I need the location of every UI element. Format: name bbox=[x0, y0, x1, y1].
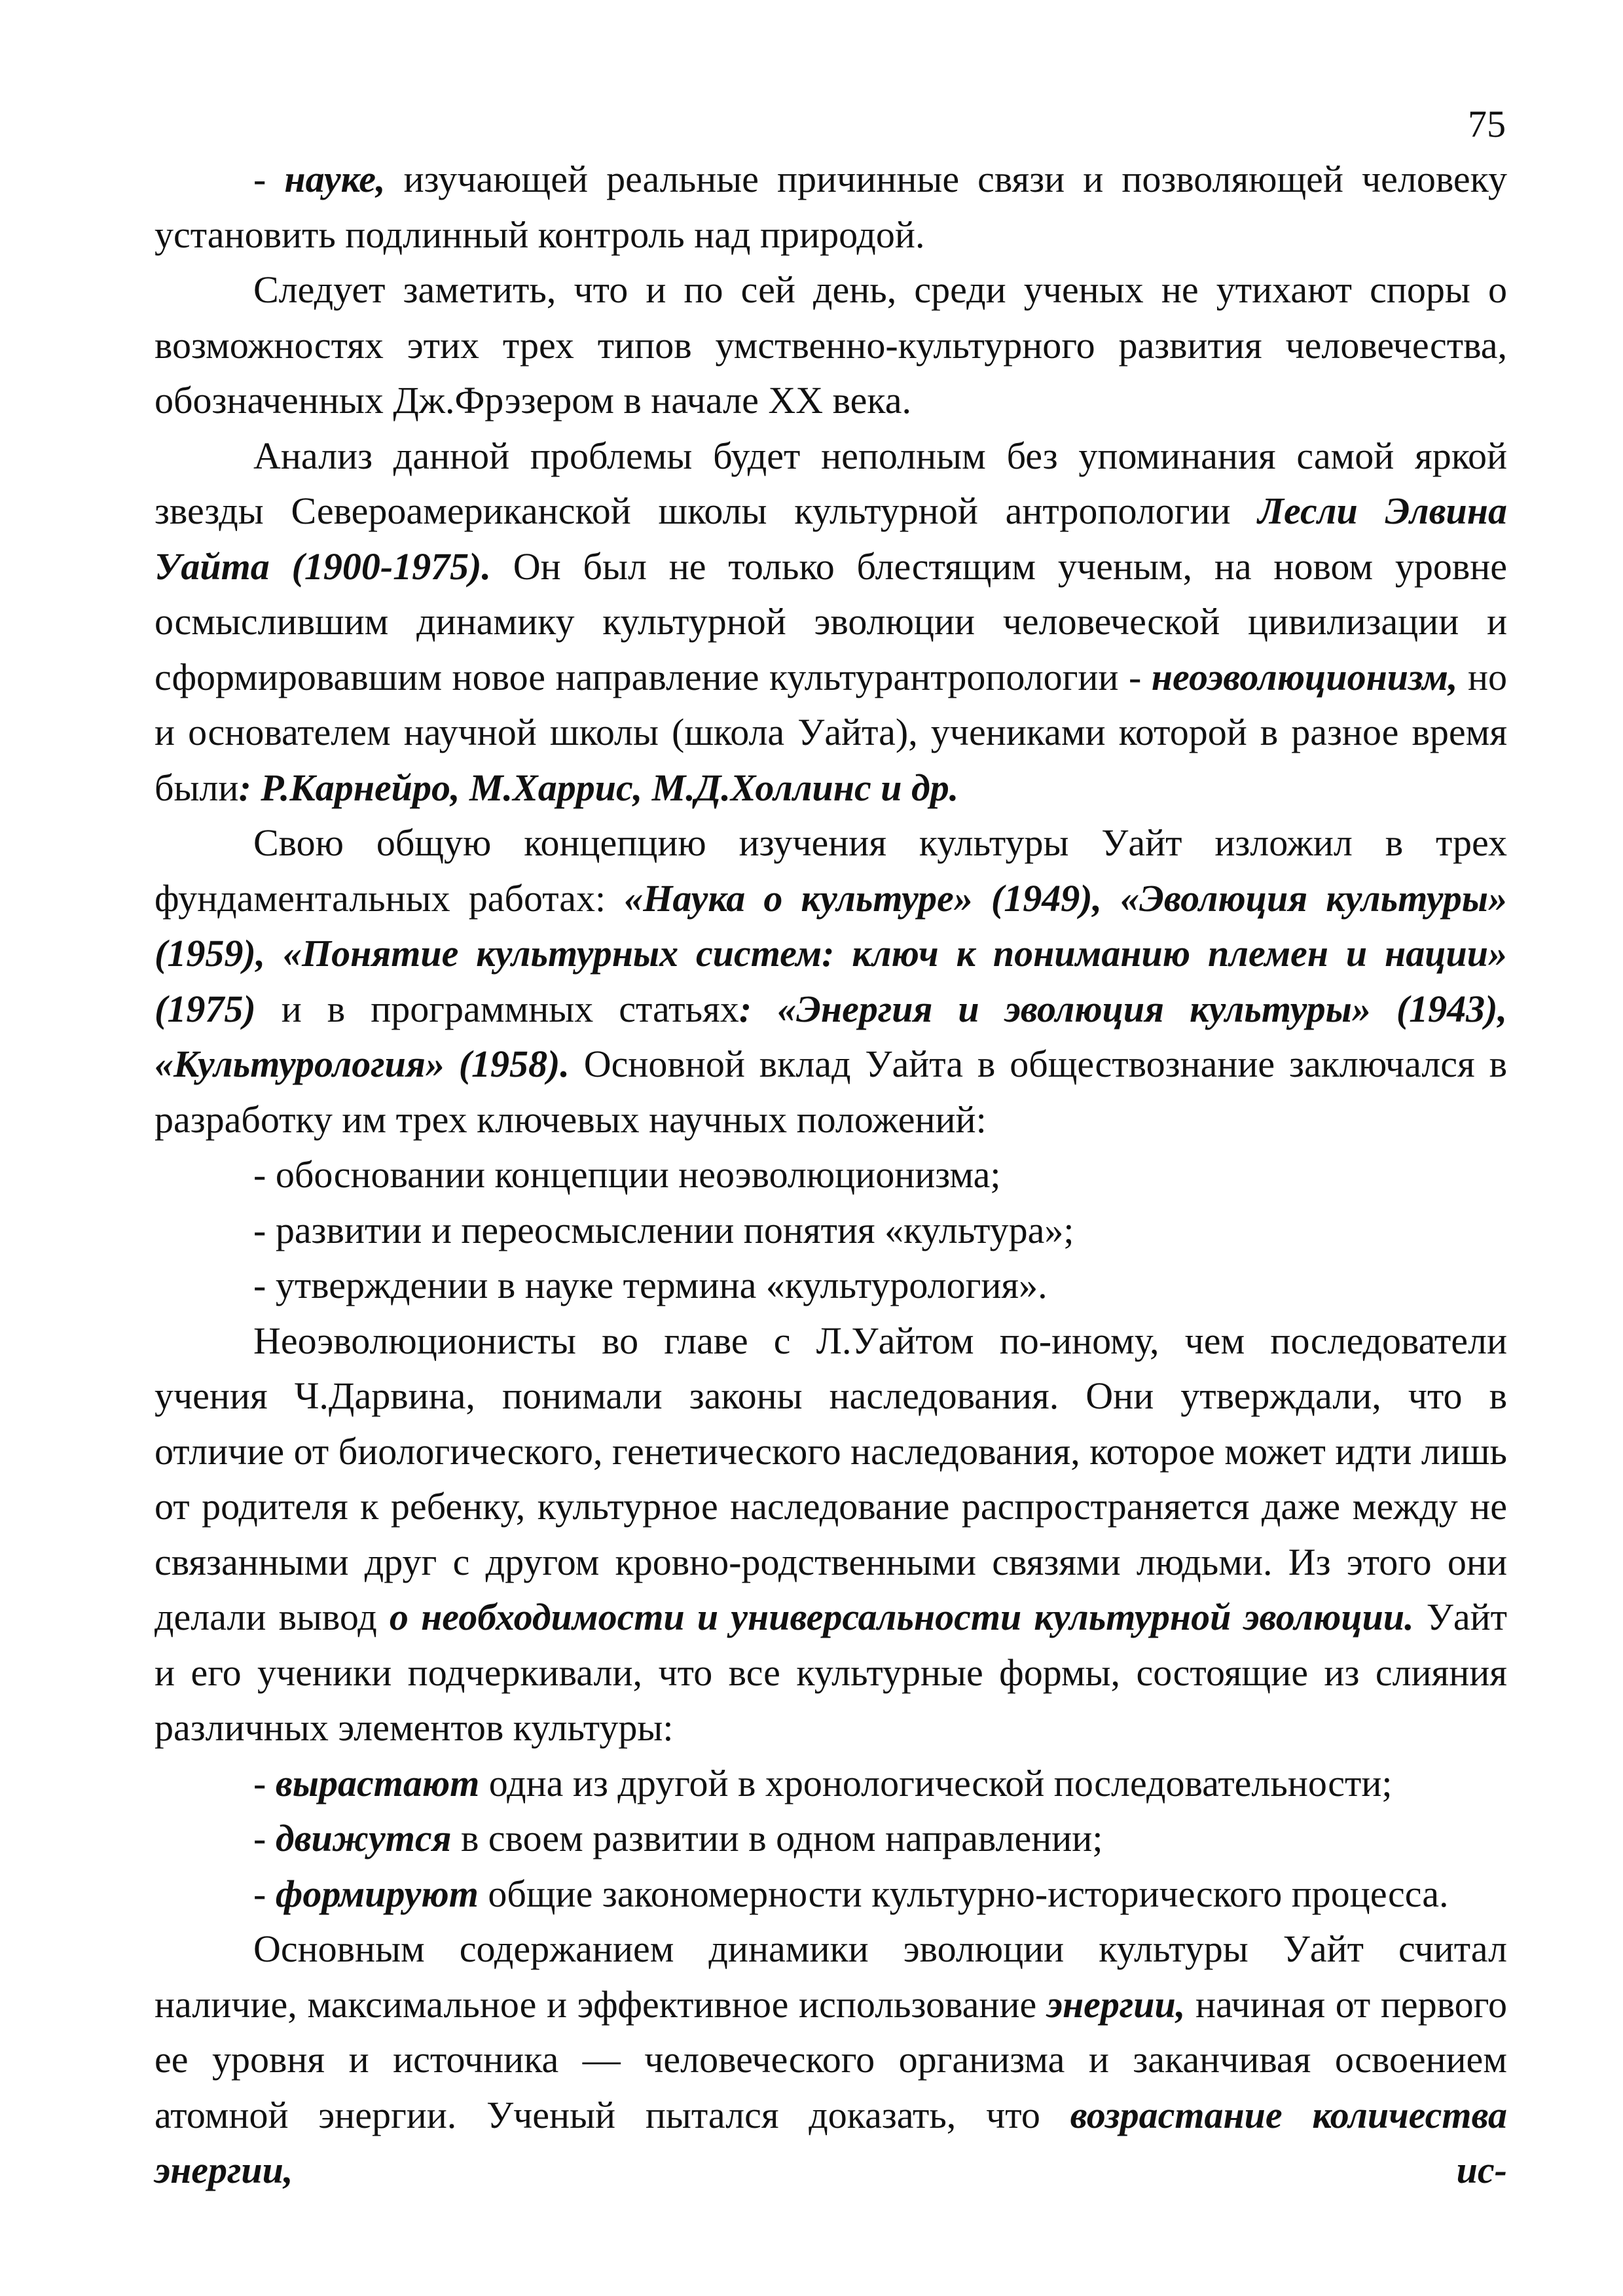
list-item bbox=[155, 1867, 1507, 1922]
emphasized-text: возрастание количества энергии, ис- bbox=[155, 2093, 1507, 2191]
list-item bbox=[155, 1756, 1507, 1812]
paragraph bbox=[155, 816, 1507, 1147]
text-run: - развитии и переосмыслении понятия «культура»; bbox=[253, 1208, 1074, 1251]
list-item bbox=[155, 1811, 1507, 1867]
emphasized-text: о необходимости и универсальности культурной эволюции. bbox=[389, 1596, 1414, 1638]
text-run: Уайт и его ученики подчеркивали, что все культурные формы, состоящие из слияния различных элементов культуры: bbox=[155, 1596, 1507, 1749]
list-item bbox=[155, 1258, 1507, 1314]
list-item bbox=[155, 1203, 1507, 1259]
emphasized-text: вырастают bbox=[275, 1761, 480, 1804]
text-run: - bbox=[253, 1817, 276, 1859]
text-run: - bbox=[253, 158, 285, 200]
text-run: - утверждении в науке термина «культурология». bbox=[253, 1264, 1048, 1306]
paragraph bbox=[155, 1922, 1507, 2198]
emphasized-text: движутся bbox=[275, 1817, 452, 1859]
text-run: Основной вклад Уайта в обществознание заключался в разработку им трех ключевых научных положений: bbox=[155, 1043, 1507, 1141]
emphasized-text: «Наука о культуре» (1949), «Эволюция культуры» (1959), «Понятие культурных систем: ключ к пониманию племен и нации» (1975) bbox=[155, 876, 1507, 1030]
text-run: - bbox=[253, 1761, 276, 1804]
text-run: и в программных статьях bbox=[255, 987, 739, 1030]
body-text bbox=[155, 152, 1507, 2198]
text-run: начиная от первого ее уровня и источника — человеческого организма и заканчивая освоением атомной энергии. Ученый пытался доказать, что bbox=[155, 1982, 1508, 2136]
emphasized-text: : «Энергия и эволюция культуры» (1943), «Культурология» (1958). bbox=[155, 987, 1507, 1085]
paragraph bbox=[155, 262, 1507, 429]
emphasized-text: науке, bbox=[284, 158, 386, 200]
text-run: Свою общую концепцию изучения культуры Уайт изложил в трех фундаментальных работах: bbox=[155, 821, 1507, 920]
text-run: но и основателем научной школы (школа Уайта), учениками которой в разное время были bbox=[155, 655, 1507, 809]
text-run: Следует заметить, что и по сей день, среди ученых не утихают споры о возможностях этих трех типов умственно-культурного развития человечества, обозначенных Дж.Фрэзером в начале XX века. bbox=[155, 268, 1507, 422]
text-run: - bbox=[253, 1872, 276, 1915]
paragraph bbox=[155, 1314, 1507, 1756]
emphasized-text: энергии, bbox=[1046, 1982, 1186, 2026]
text-run: Он был не только блестящим ученым, на новом уровне осмыслившим динамику культурной эволюции человеческой цивилизации и сформировавшим новое направление культурантропологии - bbox=[155, 545, 1507, 698]
emphasized-text: неоэволюционизм, bbox=[1151, 655, 1458, 698]
text-run: одна из другой в хронологической последовательности; bbox=[479, 1761, 1393, 1804]
text-run: Анализ данной проблемы будет неполным без упоминания самой яркой звезды Североамериканской школы культурной антропологии bbox=[155, 434, 1507, 532]
emphasized-text: Лесли Элвина Уайта (1900-1975). bbox=[155, 490, 1507, 588]
list-item bbox=[155, 1147, 1507, 1203]
text-run: Основным содержанием динамики эволюции культуры Уайт считал наличие, максимальное и эффективное использование bbox=[155, 1928, 1507, 2026]
text-run: общие закономерности культурно-исторического процесса. bbox=[478, 1872, 1449, 1915]
paragraph bbox=[155, 429, 1507, 816]
text-run: - обосновании концепции неоэволюционизма; bbox=[253, 1153, 1001, 1196]
text-run: изучающей реальные причинные связи и позволяющей человеку установить подлинный контроль над природой. bbox=[155, 158, 1507, 256]
emphasized-text: : Р.Карнейро, М.Харрис, М.Д.Холлинс и др. bbox=[238, 766, 959, 809]
text-run: в своем развитии в одном направлении; bbox=[451, 1817, 1103, 1859]
list-item bbox=[155, 152, 1507, 262]
text-run: Неоэволюционисты во главе с Л.Уайтом по-иному, чем последователи учения Ч.Дарвина, понимали законы наследования. Они утверждали, что в отличие от биологического, генетического наследования, которое может идти лишь от родителя к ребенку, культурное наследование распространяется даже между не связанными друг с другом кровно-родственными связями людьми. Из этого они делали вывод bbox=[155, 1319, 1507, 1638]
emphasized-text: формируют bbox=[275, 1872, 479, 1915]
page-number: 75 bbox=[1468, 103, 1506, 145]
